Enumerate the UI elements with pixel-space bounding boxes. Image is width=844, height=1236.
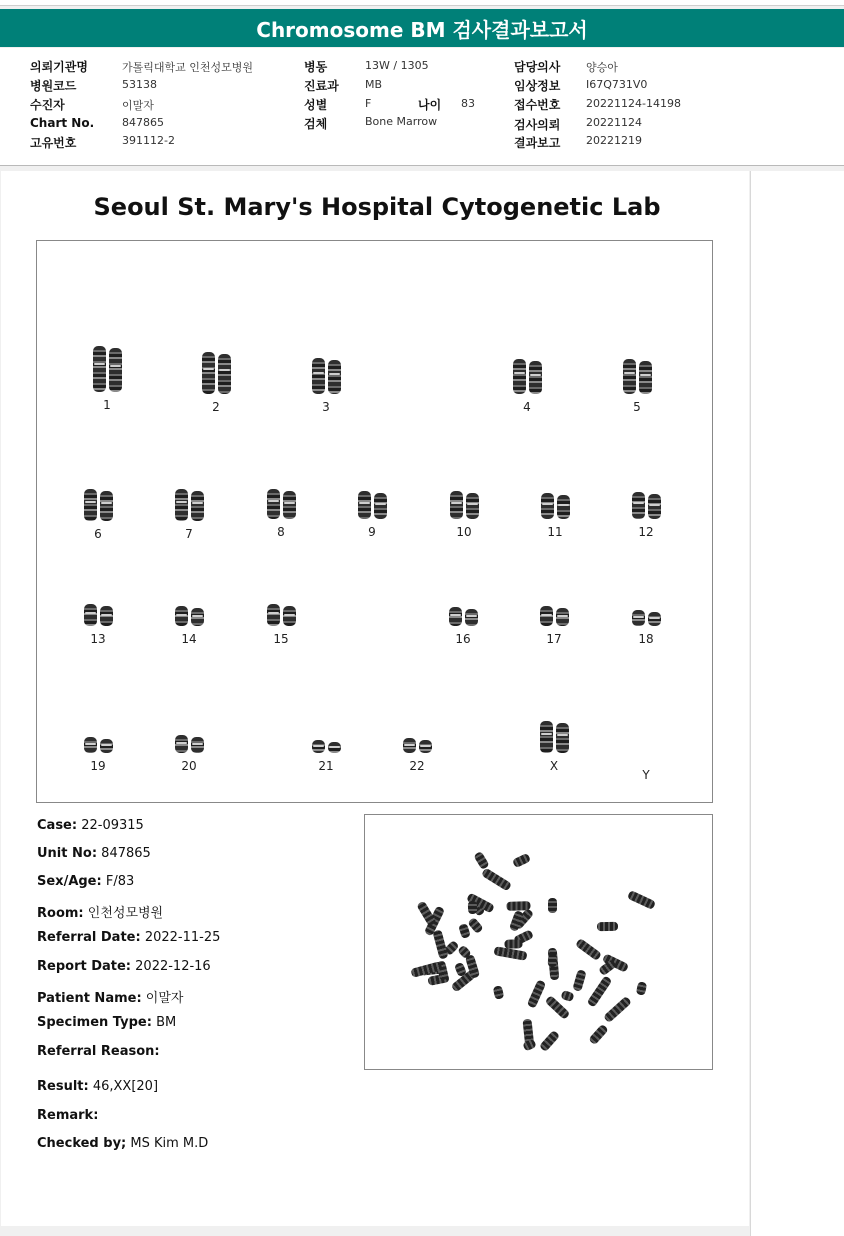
chromosome-number-label: X <box>549 759 559 773</box>
chromosome-pair-5 <box>613 359 661 414</box>
specimen-type-value: BM <box>156 1015 177 1030</box>
chromosome-20-copy <box>191 737 204 753</box>
chromosome-6-copy <box>84 489 97 521</box>
chromosome-x-copy <box>540 721 553 753</box>
chromosome-5-copy <box>639 361 652 394</box>
chromosome-pair-9 <box>348 491 396 539</box>
request-label: 검사의뢰 <box>514 118 561 132</box>
age-value: 83 <box>461 97 475 110</box>
chromosome-pair-7 <box>165 489 213 541</box>
chromosome-7-copy <box>175 489 188 521</box>
result-row: Result: 46,XX[20] <box>37 1079 159 1094</box>
chromosome-12-copy <box>648 494 661 519</box>
report-value: 20221219 <box>586 134 642 147</box>
reception-value: 20221124-14198 <box>586 97 681 110</box>
chromosome-19-copy <box>100 739 113 753</box>
metaphase-chromosome <box>627 890 656 910</box>
hospital-code-label: 병원코드 <box>30 79 77 93</box>
chromosome-number-label: 3 <box>322 400 330 414</box>
metaphase-chromosome <box>512 853 531 868</box>
institution-label: 의뢰기관명 <box>30 60 88 74</box>
chromosome-pair-x <box>530 721 578 773</box>
checked-by-value: MS Kim M.D <box>130 1136 209 1151</box>
chromosome-number-label: 10 <box>456 525 472 539</box>
chromosome-number-label: 9 <box>368 525 376 539</box>
chromosome-pair-16 <box>439 607 487 646</box>
clinical-label: 임상정보 <box>514 79 561 93</box>
chromosome-17-copy <box>556 608 569 626</box>
chromosome-21-copy <box>312 740 325 753</box>
chromosome-10-copy <box>466 493 479 519</box>
chromosome-14-copy <box>175 606 188 626</box>
metaphase-chromosome <box>560 990 574 1002</box>
chromosome-15-copy <box>267 604 280 626</box>
case-value: 22-09315 <box>81 818 144 833</box>
chromosome-pair-y <box>622 761 670 782</box>
sexage-row: Sex/Age: F/83 <box>37 874 135 889</box>
chromosome-pair-22 <box>393 738 441 773</box>
patient-name-row: Patient Name: 이말자 <box>37 991 184 1006</box>
chromosome-9-copy <box>358 491 371 519</box>
metaphase-chromosome <box>468 901 477 914</box>
recipient-value: 이말자 <box>122 99 154 112</box>
doctor-value: 양승아 <box>586 61 618 74</box>
chromosome-number-label: 12 <box>638 525 654 539</box>
chromosome-2-copy <box>218 354 231 394</box>
chromosome-pair-20 <box>165 735 213 773</box>
patient-info-panel <box>0 48 844 166</box>
chromosome-number-label: 17 <box>546 632 562 646</box>
chromosome-14-copy <box>191 608 204 626</box>
chromosome-x-copy <box>556 723 569 753</box>
chromosome-number-label: 11 <box>547 525 563 539</box>
reception-label: 접수번호 <box>514 98 561 112</box>
karyogram-panel <box>36 240 713 803</box>
chromosome-18-copy <box>632 610 645 626</box>
metaphase-chromosome <box>548 898 557 913</box>
unit-value: 847865 <box>101 846 151 861</box>
chromosome-number-label: 14 <box>181 632 197 646</box>
chromosome-number-label: 20 <box>181 759 197 773</box>
metaphase-chromosome <box>506 901 530 911</box>
chromosome-11-copy <box>541 493 554 519</box>
chromosome-number-label: 16 <box>455 632 471 646</box>
metaphase-chromosome <box>481 867 512 891</box>
chromosome-1-copy <box>109 348 122 392</box>
request-value: 20221124 <box>586 116 642 129</box>
chromosome-pair-14 <box>165 606 213 646</box>
ward-value: 13W / 1305 <box>365 59 429 72</box>
metaphase-chromosome <box>636 981 648 996</box>
chromosome-18-copy <box>648 612 661 626</box>
sex-label: 성별 <box>304 98 328 112</box>
unique-no-label: 고유번호 <box>30 136 77 150</box>
chromosome-6-copy <box>100 491 113 521</box>
hospital-code-value: 53138 <box>122 78 157 91</box>
chromosome-number-label: 6 <box>94 527 102 541</box>
metaphase-chromosome <box>527 979 547 1008</box>
chromosome-number-label: 4 <box>523 400 531 414</box>
referral-reason-row: Referral Reason: <box>37 1044 160 1059</box>
age-label: 나이 <box>418 98 442 112</box>
chromosome-number-label: 13 <box>90 632 106 646</box>
chromosome-pair-17 <box>530 606 578 646</box>
chromosome-number-label: 5 <box>633 400 641 414</box>
metaphase-chromosome <box>493 946 527 961</box>
chromosome-11-copy <box>557 495 570 519</box>
result-value: 46,XX[20] <box>92 1079 159 1094</box>
chromosome-pair-2 <box>192 352 240 414</box>
metaphase-chromosome <box>539 1030 560 1052</box>
metaphase-chromosome <box>587 975 613 1007</box>
report-label: 결과보고 <box>514 136 561 150</box>
chromosome-pair-13 <box>74 604 122 646</box>
referral-date-row: Referral Date: 2022-11-25 <box>37 930 221 945</box>
referral-date-value: 2022-11-25 <box>144 930 221 945</box>
chart-no-value: 847865 <box>122 116 164 129</box>
chromosome-number-label: 15 <box>273 632 289 646</box>
chromosome-16-copy <box>449 607 462 626</box>
chromosome-number-label: Y <box>642 768 650 782</box>
chromosome-13-copy <box>100 606 113 626</box>
chromosome-number-label: 7 <box>185 527 193 541</box>
chromosome-number-label: 8 <box>277 525 285 539</box>
patient-name-value: 이말자 <box>145 991 184 1006</box>
metaphase-chromosome <box>603 996 632 1023</box>
chromosome-5-copy <box>623 359 636 394</box>
chromosome-number-label: 18 <box>638 632 654 646</box>
report-date-row: Report Date: 2022-12-16 <box>37 959 211 974</box>
chromosome-4-copy <box>529 361 542 394</box>
chromosome-2-copy <box>202 352 215 394</box>
doctor-label: 담당의사 <box>514 60 561 74</box>
remark-row: Remark: <box>37 1108 99 1123</box>
lab-title: Seoul St. Mary's Hospital Cytogenetic Lab <box>93 193 661 221</box>
chromosome-9-copy <box>374 493 387 519</box>
unit-row: Unit No: 847865 <box>37 846 151 861</box>
metaphase-chromosome <box>473 851 489 870</box>
right-margin-panel <box>750 171 844 1236</box>
chromosome-pair-18 <box>622 610 670 646</box>
chromosome-pair-21 <box>302 740 350 773</box>
chromosome-pair-8 <box>257 489 305 539</box>
metaphase-chromosome <box>588 1024 609 1046</box>
sexage-value: F/83 <box>105 874 135 889</box>
chromosome-pair-11 <box>531 493 579 539</box>
metaphase-chromosome <box>493 985 505 1000</box>
chromosome-4-copy <box>513 359 526 394</box>
chromosome-15-copy <box>283 606 296 626</box>
case-row: Case: 22-09315 <box>37 818 144 833</box>
chromosome-22-copy <box>403 738 416 753</box>
chromosome-8-copy <box>283 491 296 519</box>
chromosome-number-label: 21 <box>318 759 334 773</box>
metaphase-chromosome <box>572 969 586 992</box>
chromosome-17-copy <box>540 606 553 626</box>
chromosome-number-label: 1 <box>103 398 111 412</box>
metaphase-chromosome <box>598 959 617 976</box>
top-edge <box>0 0 844 6</box>
specimen-label: 검체 <box>304 117 328 131</box>
report-date-value: 2022-12-16 <box>135 959 211 974</box>
chromosome-20-copy <box>175 735 188 753</box>
metaphase-image <box>364 814 713 1070</box>
clinical-value: I67Q731V0 <box>586 78 648 91</box>
chromosome-7-copy <box>191 491 204 521</box>
report-page <box>1 171 749 1226</box>
specimen-type-row: Specimen Type: BM <box>37 1015 177 1030</box>
metaphase-chromosome <box>597 922 618 931</box>
chromosome-number-label: 2 <box>212 400 220 414</box>
ward-label: 병동 <box>304 60 328 74</box>
chromosome-pair-1 <box>83 346 131 412</box>
dept-label: 진료과 <box>304 79 339 93</box>
chart-no-label: Chart No. <box>30 116 95 130</box>
chromosome-pair-4 <box>503 359 551 414</box>
chromosome-13-copy <box>84 604 97 626</box>
report-banner-title: Chromosome BM 검사결과보고서 <box>0 9 844 47</box>
chromosome-3-copy <box>312 358 325 394</box>
chromosome-22-copy <box>419 740 432 753</box>
room-row: Room: 인천성모병원 <box>37 906 164 921</box>
chromosome-3-copy <box>328 360 341 394</box>
metaphase-chromosome <box>548 954 558 968</box>
unique-no-value: 391112-2 <box>122 134 175 147</box>
chromosome-12-copy <box>632 492 645 519</box>
chromosome-pair-3 <box>302 358 350 414</box>
checked-by-row: Checked by; MS Kim M.D <box>37 1136 209 1151</box>
chromosome-pair-15 <box>257 604 305 646</box>
chromosome-pair-6 <box>74 489 122 541</box>
chromosome-pair-12 <box>622 492 670 539</box>
chromosome-pair-19 <box>74 737 122 773</box>
chromosome-16-copy <box>465 609 478 626</box>
recipient-label: 수진자 <box>30 98 65 112</box>
chromosome-8-copy <box>267 489 280 519</box>
sex-value: F <box>365 97 372 110</box>
dept-value: MB <box>365 78 383 91</box>
institution-value: 가톨릭대학교 인천성모병원 <box>122 61 254 74</box>
chromosome-10-copy <box>450 491 463 519</box>
chromosome-number-label: 22 <box>409 759 425 773</box>
room-value: 인천성모병원 <box>87 906 164 921</box>
chromosome-19-copy <box>84 737 97 753</box>
chromosome-number-label: 19 <box>90 759 106 773</box>
metaphase-chromosome <box>575 938 602 961</box>
metaphase-chromosome <box>432 929 448 959</box>
specimen-value: Bone Marrow <box>365 115 438 128</box>
chromosome-21-copy <box>328 742 341 753</box>
chromosome-1-copy <box>93 346 106 392</box>
chromosome-pair-10 <box>440 491 488 539</box>
